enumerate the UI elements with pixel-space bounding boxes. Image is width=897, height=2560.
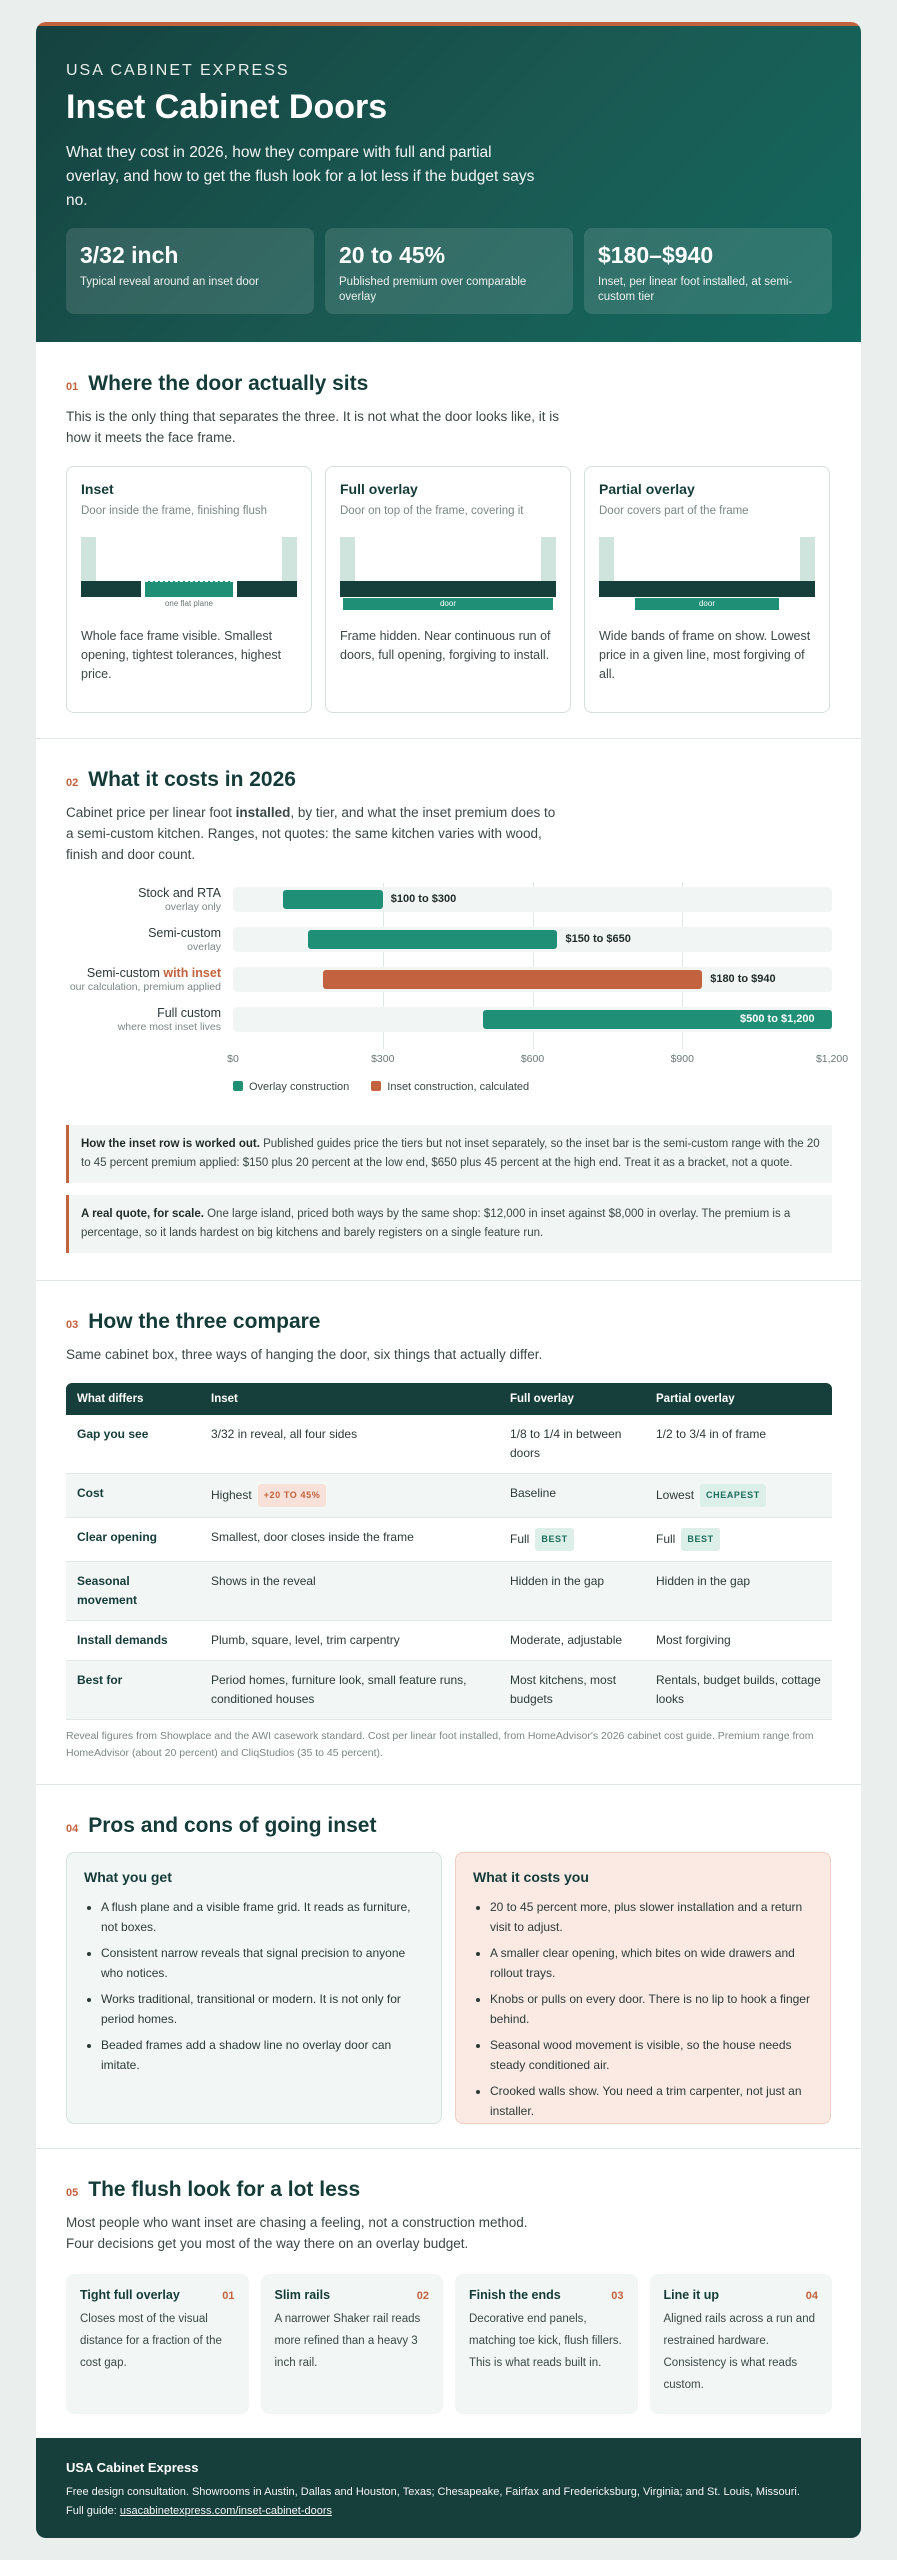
tip-title: Tight full overlay	[80, 2288, 180, 2302]
tip-card	[66, 2274, 249, 2414]
tip-title: Line it up	[663, 2288, 720, 2302]
stat-card	[584, 228, 832, 314]
chart-row-label: Semi-custom with inset our calculation, premium applied	[69, 966, 221, 993]
tip-text: Closes most of the visual distance for a fraction of the cost gap.	[80, 2313, 222, 2369]
table-row	[66, 1415, 832, 1474]
table-cell: Clear opening	[66, 1518, 200, 1562]
chart-row-label: Stock and RTA overlay only	[138, 886, 221, 913]
legend-swatch	[233, 1081, 243, 1091]
section-divider	[36, 2148, 861, 2149]
column-header: Inset	[200, 1383, 499, 1415]
mount-title: Inset	[81, 481, 114, 497]
footer-showrooms: Free design consultation. Showrooms in Austin, Dallas and Houston, Texas; Chesapeake, Fairfax and Fredericksburg, Virginia; and St. Louis, Missouri.	[66, 2486, 800, 2498]
legend-item: Overlay construction	[233, 1081, 349, 1093]
section-intro: This is the only thing that separates the three. It is not what the door looks like, it is how it meets the face frame.	[66, 409, 560, 445]
table-cell: Gap you see	[66, 1415, 200, 1474]
x-tick-label: $600	[520, 1053, 545, 1065]
list-item: • A smaller clear opening, which bites on wide drawers and rollout trays.	[490, 1943, 813, 1983]
section-intro: Most people who want inset are chasing a feeling, not a construction method. Four decisions get you most of the way there on an overlay budget.	[66, 2215, 528, 2251]
frame-stile	[541, 537, 556, 581]
table-cell: Most kitchens, most budgets	[499, 1661, 645, 1720]
column-header: Partial overlay	[645, 1383, 832, 1415]
list-item: • Knobs or pulls on every door. There is no lip to hook a finger behind.	[490, 1989, 813, 2029]
status-badge: BEST	[535, 1528, 573, 1551]
table-cell: Moderate, adjustable	[499, 1621, 645, 1661]
stat-value: 20 to 45%	[339, 242, 446, 268]
frame-stile	[340, 537, 355, 581]
table-sources: Reveal figures from Showplace and the AWI casework standard. Cost per linear foot installed, from HomeAdvisor's 2026 cabinet cost guide. Premium range from HomeAdvisor (about 20 percent) and CliqStudios (35 to 45 percent).	[66, 1730, 814, 1759]
list-item: • Seasonal wood movement is visible, so the house needs steady conditioned air.	[490, 2035, 813, 2075]
mount-title: Partial overlay	[599, 481, 695, 497]
list-item: • Beaded frames add a shadow line no overlay door can imitate.	[101, 2035, 424, 2075]
hero-lede: What they cost in 2026, how they compare with full and partial overlay, and how to get the flush look for a lot less if the budget says no.	[66, 144, 535, 209]
table-cell: Period homes, furniture look, small feature runs, conditioned houses	[200, 1661, 499, 1720]
page-title: Inset Cabinet Doors	[66, 88, 388, 126]
quote-note: A real quote, for scale. One large island, priced both ways by the same shop: $12,000 in inset against $8,000 in overlay. The premium is a percentage, so it lands hardest on big kitchens and barely registers on a single feature run.	[66, 1195, 832, 1253]
table-row	[66, 1621, 832, 1661]
section-title: The flush look for a lot less	[88, 2178, 361, 2201]
tip-card	[261, 2274, 444, 2414]
chart-bar	[283, 890, 383, 909]
table-cell: Hidden in the gap	[499, 1562, 645, 1621]
section-door-position	[66, 372, 832, 713]
table-cell: Most forgiving	[645, 1621, 832, 1661]
mount-description: Frame hidden. Near continuous run of doors, full opening, forgiving to install.	[340, 629, 551, 662]
footer	[36, 2438, 861, 2538]
mount-subtitle: Door covers part of the frame	[599, 505, 749, 517]
section-title: Where the door actually sits	[88, 372, 369, 395]
table-cell: Cost	[66, 1474, 200, 1518]
tip-title: Slim rails	[274, 2288, 331, 2302]
method-note: How the inset row is worked out. Published guides price the tiers but not inset separately, so the inset bar is the semi-custom range with the 20 to 45 percent premium applied: $150 plus 20 percent at the low end, $650 plus 45 percent at the high end. Treat it as a bracket, not a quote.	[66, 1125, 832, 1183]
mount-card-full-overlay	[325, 466, 571, 713]
status-badge: CHEAPEST	[700, 1484, 766, 1507]
mount-card-partial-overlay	[584, 466, 830, 713]
face-frame	[599, 581, 815, 597]
list-item: • 20 to 45 percent more, plus slower installation and a return visit to adjust.	[490, 1897, 813, 1937]
legend-swatch	[371, 1081, 381, 1091]
full-overlay-diagram	[340, 537, 556, 613]
tip-text: A narrower Shaker rail reads more refined than a heavy 3 inch rail.	[274, 2313, 421, 2369]
table-cell: 1/2 to 3/4 in of frame	[645, 1415, 832, 1474]
table-row	[66, 1661, 832, 1720]
tip-card	[650, 2274, 833, 2414]
overlay-door: door	[635, 598, 779, 610]
bar-value-label: $500 to $1,200	[740, 1013, 815, 1025]
stat-label: Published premium over comparable overlay	[339, 276, 527, 303]
section-number: 04	[66, 1823, 79, 1835]
list-item: • Consistent narrow reveals that signal precision to anyone who notices.	[101, 1943, 424, 1983]
x-tick-label: $300	[371, 1053, 395, 1065]
section-intro: Same cabinet box, three ways of hanging the door, six things that actually differ.	[66, 1347, 543, 1362]
list-item: • Crooked walls show. You need a trim carpenter, not just an installer.	[490, 2081, 813, 2121]
page-card	[36, 22, 861, 2538]
table-cell: Shows in the reveal	[200, 1562, 499, 1621]
tip-text: Decorative end panels, matching toe kick, flush fillers. This is what reads built in.	[469, 2313, 622, 2369]
table-cell: 3/32 in reveal, all four sides	[200, 1415, 499, 1474]
stat-label: Inset, per linear foot installed, at semi-custom tier	[598, 276, 793, 303]
mount-card-inset	[66, 466, 312, 713]
stat-row	[66, 228, 832, 314]
frame-stile	[81, 537, 96, 581]
bar-value-label: $180 to $940	[710, 973, 776, 985]
section-title: Pros and cons of going inset	[88, 1814, 377, 1837]
table-row	[66, 1562, 832, 1621]
table-cell: Lowest CHEAPEST	[645, 1474, 832, 1518]
comparison-table	[66, 1383, 832, 1720]
guide-link[interactable]: usacabinetexpress.com/inset-cabinet-doors	[119, 2505, 332, 2517]
status-badge: BEST	[681, 1528, 719, 1551]
stat-card	[66, 228, 314, 314]
list-item: • Works traditional, transitional or modern. It is not only for period homes.	[101, 1989, 424, 2029]
mount-description: Whole face frame visible. Smallest opening, tightest tolerances, highest price.	[81, 629, 282, 681]
cons-panel	[455, 1852, 831, 2124]
table-cell: Full BEST	[645, 1518, 832, 1562]
tip-number: 01	[222, 2290, 235, 2302]
chart-bar	[323, 970, 702, 989]
x-tick-label: $0	[227, 1053, 239, 1065]
tip-number: 03	[611, 2290, 624, 2302]
partial-overlay-diagram	[599, 537, 815, 613]
stat-value: 3/32 inch	[80, 242, 179, 268]
chart-legend	[233, 1081, 529, 1093]
section-title: How the three compare	[88, 1310, 321, 1333]
chart-bar	[308, 930, 558, 949]
tip-number: 04	[805, 2290, 818, 2302]
cons-title: What it costs you	[473, 1869, 589, 1885]
frame-stile	[599, 537, 614, 581]
stat-card	[325, 228, 573, 314]
list-item: • A flush plane and a visible frame grid. It reads as furniture, not boxes.	[101, 1897, 424, 1937]
table-cell: Install demands	[66, 1621, 200, 1661]
hero	[36, 26, 861, 342]
stat-value: $180–$940	[598, 242, 714, 268]
inset-diagram	[81, 537, 297, 613]
section-number: 05	[66, 2187, 79, 2199]
pros-list	[84, 1897, 424, 2075]
mount-subtitle: Door on top of the frame, covering it	[340, 505, 524, 517]
footer-brand: USA Cabinet Express	[66, 2460, 199, 2475]
table-cell: Baseline	[499, 1474, 645, 1518]
section-number: 03	[66, 1319, 79, 1331]
overlay-door: door	[343, 598, 553, 610]
section-divider	[36, 1280, 861, 1281]
section-number: 01	[66, 381, 79, 393]
table-cell: Highest +20 TO 45%	[200, 1474, 499, 1518]
column-header: Full overlay	[499, 1383, 645, 1415]
pros-title: What you get	[84, 1869, 172, 1885]
table-row	[66, 1518, 832, 1562]
table-cell: Best for	[66, 1661, 200, 1720]
section-intro: Cabinet price per linear foot installed, by tier, and what the inset premium does to a semi-custom kitchen. Ranges, not quotes: the same kitchen varies with wood, finish and door count.	[66, 805, 556, 862]
table-cell: Rentals, budget builds, cottage looks	[645, 1661, 832, 1720]
door-label: one flat plane	[164, 599, 214, 608]
table-cell: Full BEST	[499, 1518, 645, 1562]
tip-title: Finish the ends	[469, 2288, 561, 2302]
table-row	[66, 1474, 832, 1518]
mount-subtitle: Door inside the frame, finishing flush	[81, 505, 268, 517]
bar-value-label: $150 to $650	[565, 933, 631, 945]
mount-description: Wide bands of frame on show. Lowest price in a given line, most forgiving of all.	[599, 629, 811, 681]
tip-card	[455, 2274, 638, 2414]
brand-eyebrow: USA CABINET EXPRESS	[66, 62, 290, 79]
table-header-row	[66, 1383, 832, 1415]
footer-guide: Full guide: usacabinetexpress.com/inset-cabinet-doors	[66, 2505, 332, 2517]
section-compare	[66, 1310, 832, 1762]
section-title: What it costs in 2026	[88, 768, 296, 791]
section-divider	[36, 738, 861, 739]
section-flush-look	[66, 2178, 832, 2414]
bar-value-label: $100 to $300	[390, 893, 457, 905]
chart-row-label: Semi-custom overlay	[148, 926, 221, 953]
table-cell: 1/8 to 1/4 in between doors	[499, 1415, 645, 1474]
frame-stile	[282, 537, 297, 581]
section-divider	[36, 1784, 861, 1785]
legend-item: Inset construction, calculated	[371, 1081, 529, 1093]
section-number: 02	[66, 777, 79, 789]
table-cell: Hidden in the gap	[645, 1562, 832, 1621]
column-header: What differs	[66, 1383, 200, 1415]
cons-list	[473, 1897, 813, 2121]
inset-door	[145, 581, 233, 597]
face-frame	[81, 581, 141, 597]
stat-label: Typical reveal around an inset door	[80, 276, 259, 288]
x-tick-label: $1,200	[815, 1053, 849, 1065]
section-pros-cons	[66, 1814, 832, 2124]
frame-stile	[800, 537, 815, 581]
table-cell: Smallest, door closes inside the frame	[200, 1518, 499, 1562]
x-tick-label: $900	[670, 1053, 694, 1065]
tip-number: 02	[416, 2290, 429, 2302]
cost-range-chart	[66, 883, 849, 1113]
pros-panel	[66, 1852, 442, 2124]
tip-text: Aligned rails across a run and restrained hardware. Consistency is what reads custom.	[663, 2313, 815, 2391]
face-frame	[237, 581, 297, 597]
section-costs	[66, 768, 849, 1253]
table-cell: Plumb, square, level, trim carpentry	[200, 1621, 499, 1661]
table-cell: Seasonal movement	[66, 1562, 200, 1621]
mount-title: Full overlay	[340, 481, 418, 497]
status-badge: +20 TO 45%	[258, 1484, 327, 1507]
chart-row-label: Full custom where most inset lives	[117, 1006, 221, 1033]
face-frame	[340, 581, 556, 597]
